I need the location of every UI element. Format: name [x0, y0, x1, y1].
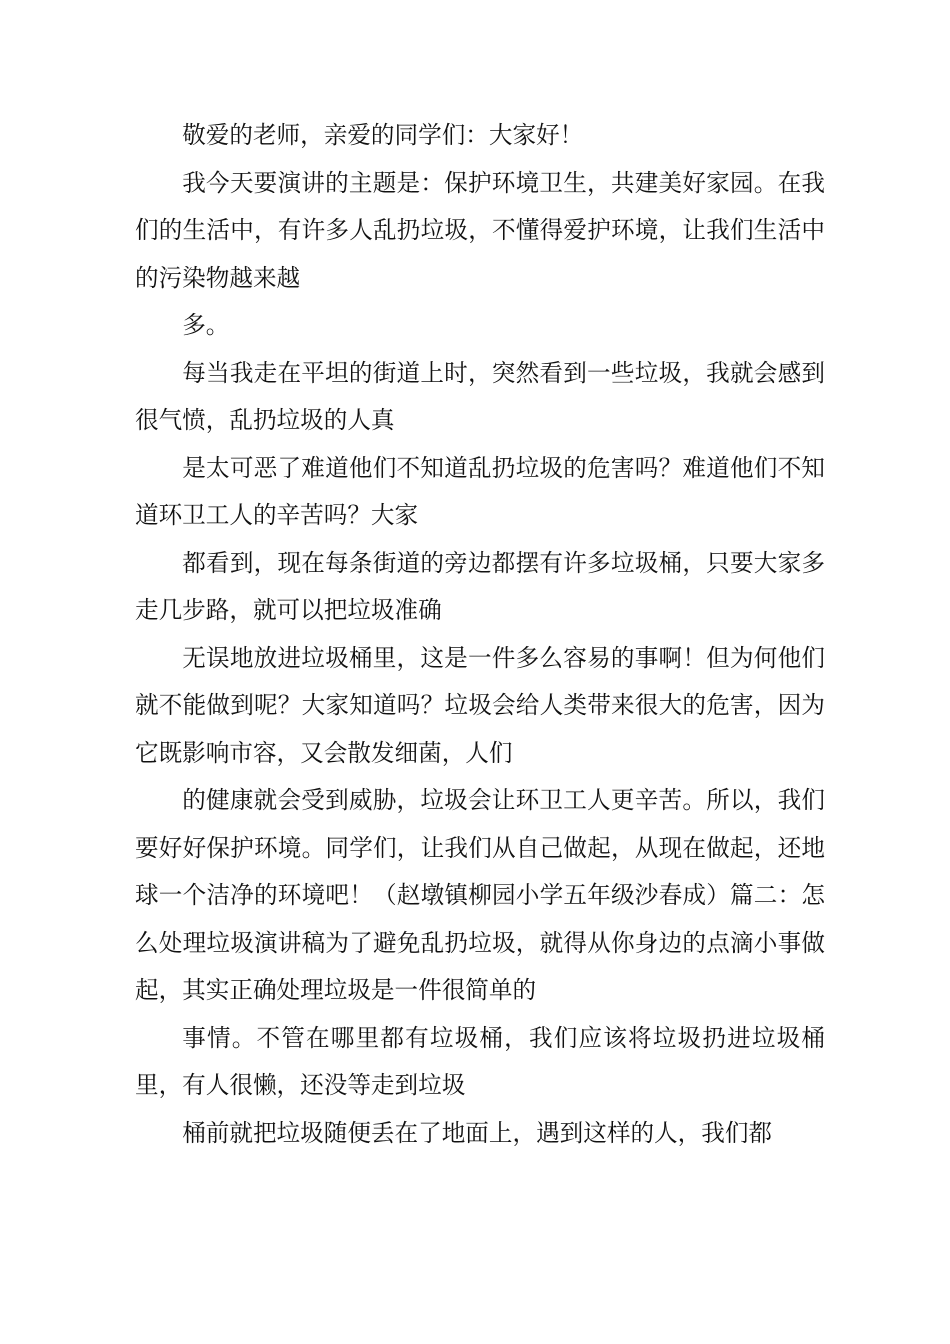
paragraph-bins: 都看到，现在每条街道的旁边都摆有许多垃圾桶，只要大家多走几步路，就可以把垃圾准确 — [135, 548, 825, 624]
paragraph-greeting: 敬爱的老师，亲爱的同学们：大家好！ — [182, 121, 584, 149]
document-page — [135, 112, 825, 1157]
paragraph-matters: 事情。不管在哪里都有垃圾桶，我们应该将垃圾扔进垃圾桶里，有人很懒，还没等走到垃圾 — [135, 1023, 825, 1099]
paragraph-easy: 无误地放进垃圾桶里，这是一件多么容易的事啊！但为何他们就不能做到呢？大家知道吗？垃圾会给人类带来很大的危害，因为它既影响市容，又会散发细菌，人们 — [135, 643, 825, 767]
paragraph-harm: 是太可恶了难道他们不知道乱扔垃圾的危害吗？难道他们不知道环卫工人的辛苦吗？大家 — [135, 453, 825, 529]
paragraph-lazy: 桶前就把垃圾随便丢在了地面上，遇到这样的人，我们都 — [182, 1118, 773, 1147]
paragraph-health: 的健康就会受到威胁，垃圾会让环卫工人更辛苦。所以，我们要好好保护环境。同学们，让我们从自己做起，从现在做起，还地球一个洁净的环境吧！（赵墩镇柳园小学五年级沙春成）篇二：怎么处理垃圾演讲稿为了避免乱扔垃圾，就得从你身边的点滴小事做起，其实正确处理垃圾是一件很简单的 — [135, 786, 825, 1004]
paragraph-continuation: 多。 — [182, 311, 230, 339]
paragraph-topic: 我今天要演讲的主题是：保护环境卫生，共建美好家园。在我们的生活中，有许多人乱扔垃圾，不懂得爱护环境，让我们生活中的污染物越来越 — [135, 168, 825, 292]
paragraph-street: 每当我走在平坦的街道上时，突然看到一些垃圾，我就会感到很气愤，乱扔垃圾的人真 — [135, 358, 825, 434]
